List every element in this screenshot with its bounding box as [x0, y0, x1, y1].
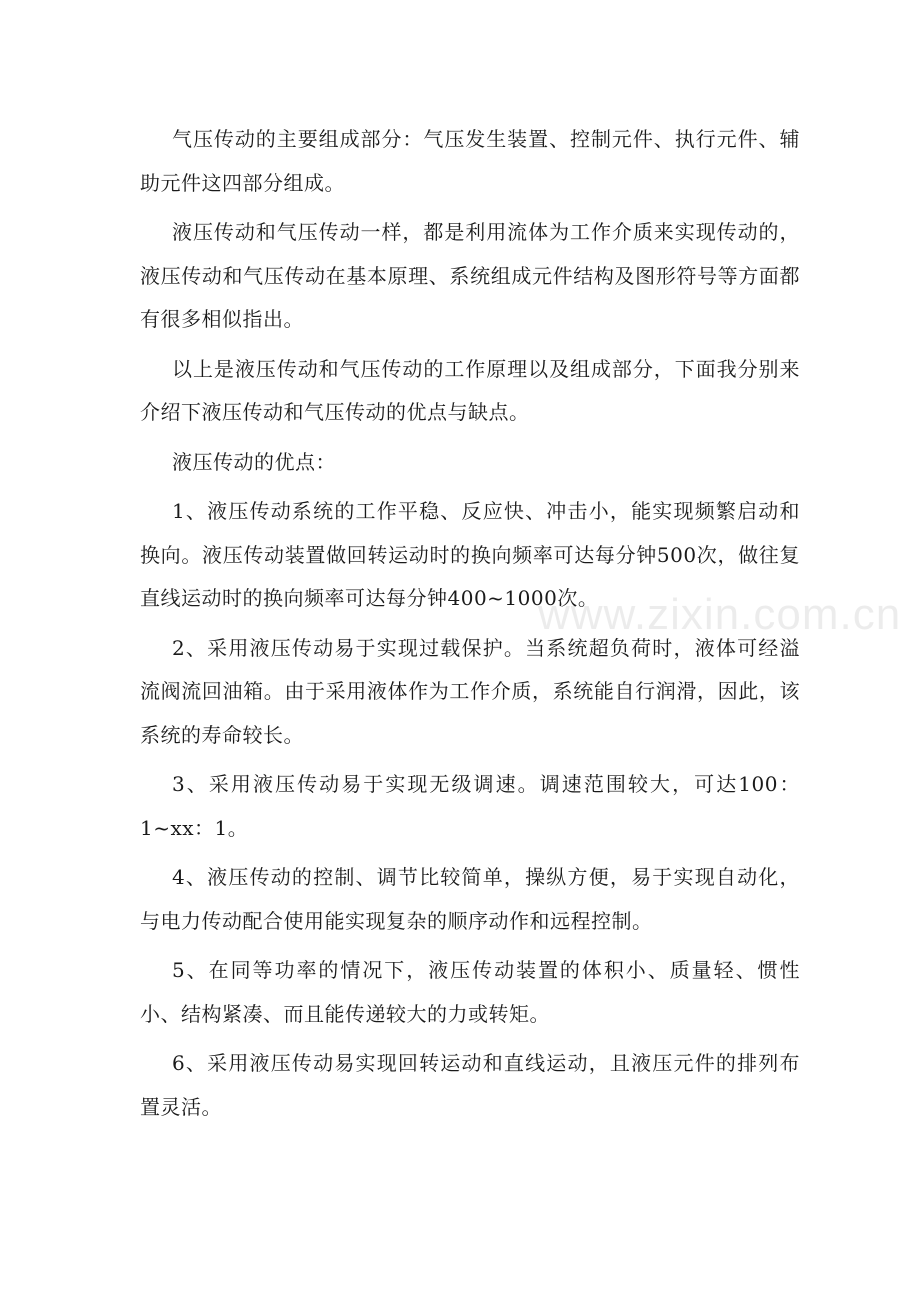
watermark: www.zixin.com.cn — [538, 590, 902, 639]
list-item: 6、采用液压传动易实现回转运动和直线运动，且液压元件的排列布置灵活。 — [140, 1051, 800, 1119]
paragraph: 液压传动和气压传动一样，都是利用流体为工作介质来实现传动的，液压传动和气压传动在基本原理、系统组成元件结构及图形符号等方面都有很多相似指出。 — [140, 220, 800, 331]
list-item: 5、在同等功率的情况下，液压传动装置的体积小、质量轻、惯性小、结构紧凑、而且能传递较大的力或转矩。 — [140, 958, 800, 1026]
list-item: 3、采用液压传动易于实现无级调速。调速范围较大，可达100：1~xx：1。 — [140, 772, 800, 840]
section-heading: 液压传动的优点： — [172, 449, 336, 474]
list-item: 2、采用液压传动易于实现过载保护。当系统超负荷时，液体可经溢流阀流回油箱。由于采用液体作为工作介质，系统能自行润滑，因此，该系统的寿命较长。 — [140, 635, 800, 747]
document-body — [140, 118, 800, 1135]
list-item: 1、液压传动系统的工作平稳、反应快、冲击小，能实现频繁启动和换向。液压传动装置做回转运动时的换向频率可达每分钟500次，做往复直线运动时的换向频率可达每分钟400~1000次。 — [140, 499, 800, 610]
paragraph: 以上是液压传动和气压传动的工作原理以及组成部分，下面我分别来介绍下液压传动和气压传动的优点与缺点。 — [140, 356, 800, 424]
paragraph: 气压传动的主要组成部分：气压发生装置、控制元件、执行元件、辅助元件这四部分组成。 — [140, 127, 800, 195]
list-item: 4、液压传动的控制、调节比较简单，操纵方便，易于实现自动化，与电力传动配合使用能实现复杂的顺序动作和远程控制。 — [140, 865, 800, 933]
